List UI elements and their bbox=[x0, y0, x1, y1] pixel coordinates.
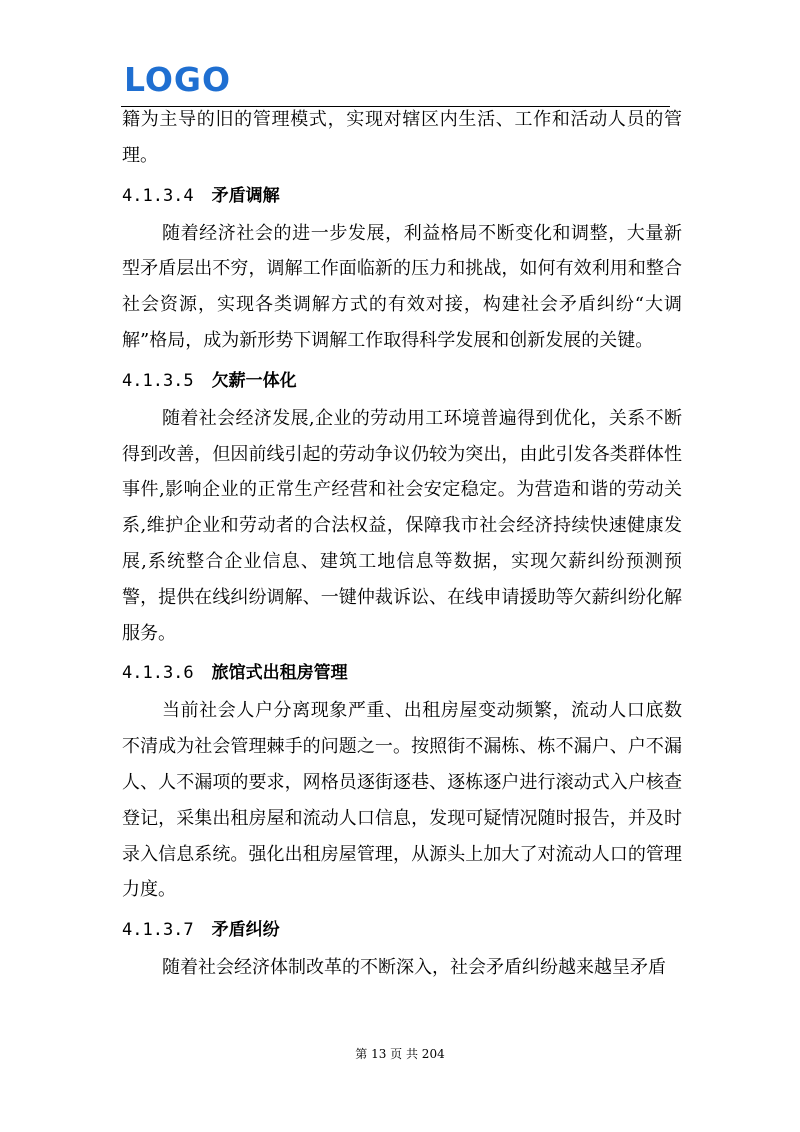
section-title: 旅馆式出租房管理 bbox=[211, 663, 348, 684]
section-title: 矛盾纠纷 bbox=[211, 920, 280, 941]
section-heading-4-1-3-5 bbox=[122, 371, 682, 391]
section-heading-4-1-3-4 bbox=[122, 186, 682, 206]
section-number: 4.1.3.5 bbox=[122, 370, 194, 391]
section-heading-4-1-3-7 bbox=[122, 920, 682, 940]
page-number-footer: 第 13 页 共 204 bbox=[355, 1047, 445, 1061]
document-body bbox=[122, 102, 682, 986]
paragraph-continued: 籍为主导的旧的管理模式，实现对辖区内生活、工作和活动人员的管理。 bbox=[122, 109, 682, 166]
section-heading-4-1-3-6 bbox=[122, 663, 682, 683]
paragraph: 随着社会经济体制改革的不断深入，社会矛盾纠纷越来越呈矛盾 bbox=[162, 957, 666, 979]
paragraph: 随着社会经济发展,企业的劳动用工环境普遍得到优化，关系不断得到改善，但因前线引起的劳动争议仍较为突出，由此引发各类群体性事件,影响企业的正常生产经营和社会安定稳定。为营造和谐的劳动关系,维护企业和劳动者的合法权益，保障我市社会经济持续快速健康发展,系统整合企业信息、建筑工地信息等数据，实现欠薪纠纷预测预警，提供在线纠纷调解、一键仲裁诉讼、在线申请援助等欠薪纠纷化解服务。 bbox=[122, 407, 682, 644]
section-number: 4.1.3.4 bbox=[122, 185, 194, 206]
section-number: 4.1.3.6 bbox=[122, 663, 194, 684]
paragraph: 当前社会人户分离现象严重、出租房屋变动频繁，流动人口底数不清成为社会管理棘手的问题之一。按照街不漏栋、栋不漏户、户不漏人、人不漏项的要求，网格员逐街逐巷、逐栋逐户进行滚动式入户核查登记，采集出租房屋和流动人口信息，发现可疑情况随时报告，并及时录入信息系统。强化出租房屋管理，从源头上加大了对流动人口的管理力度。 bbox=[122, 700, 682, 901]
section-title: 欠薪一体化 bbox=[211, 370, 297, 391]
section-title: 矛盾调解 bbox=[211, 185, 280, 206]
logo: LOGO bbox=[124, 60, 232, 99]
paragraph: 随着经济社会的进一步发展，利益格局不断变化和调整，大量新型矛盾层出不穷，调解工作面临新的压力和挑战，如何有效利用和整合社会资源，实现各类调解方式的有效对接，构建社会矛盾纠纷“大调解”格局，成为新形势下调解工作取得科学发展和创新发展的关键。 bbox=[122, 222, 682, 351]
section-number: 4.1.3.7 bbox=[122, 920, 194, 941]
